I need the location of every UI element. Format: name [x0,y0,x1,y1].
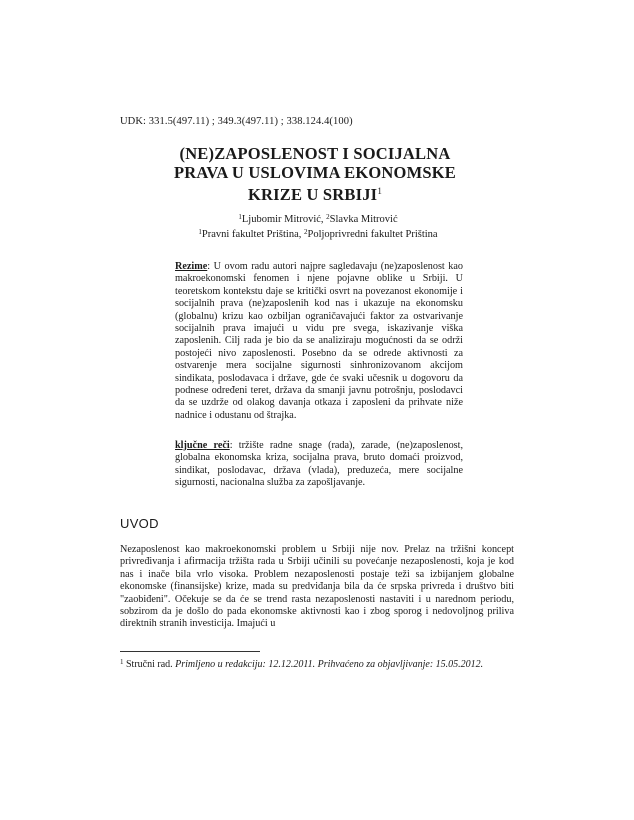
footnote-divider [120,651,260,652]
abstract [175,261,463,422]
title-footnote-mark: 1 [377,186,383,196]
udk-classification: UDK: 331.5(497.11) ; 349.3(497.11) ; 338.124.4(100) [120,116,353,127]
paper-title [150,144,480,204]
author-mark: 1 [238,213,242,221]
keywords-text: : tržište radne snage (rada), zarade, (ne)zaposlenost, globalna ekonomska kriza, socijalna prava, bruto domaći proizvod, sindikat, poslodavac, država (vlada), preduzeća, mere socijalne sigurnosti, nacionalna služba za zapošljavanje. [175,440,464,489]
affiliation-mark: 1 [198,228,202,236]
affiliation-name: Poljoprivredni fakultet Priština [307,229,438,240]
title-line [150,182,480,204]
title-line-text: KRIZE U SRBIJI [247,185,378,204]
footnote-mark: 1 [120,658,124,666]
abstract-text: : U ovom radu autori najpre sagledavaju (ne)zaposlenost kao makroekonomski fenomen i njene pojavne oblike u Srbiji. U teoretskom kontekstu daje se kritički osvrt na povezanost ekonomije i socijalnih prava (ne)zaposlenih kod nas i ukazuje na ekonomsku (globalnu) krizu kao ozbiljan ograničavajući faktor za ostvarivanje socijalnih prava imajući u vidu pre svega, iskazivanje viška zaposlenih. Cilj rada je bio da se analiziraju mogućnosti da se održi postojeći nivo zaposlenosti. Posebno da se odrede aktivnosti za ostvarenje mera socijalne sigurnosti sinhronizovanom akcijom sindikata, poslodavaca i države, gde će svaki učesnik u dogovoru da podnese određeni teret, država da smanji javnu potrošnju, poslodavci da se uzdrže od olakog davanja otkaza i zaposleni da prihvate niže nadnice i odustanu od štrajka. [175,261,463,421]
abstract-label: Rezime [175,261,208,272]
title-line: (NE)ZAPOSLENOST I SOCIJALNA [179,144,451,163]
title-line: PRAVA U USLOVIMA EKONOMSKE [174,163,456,182]
keywords [175,440,463,490]
footnote-dates: Primljeno u redakciju: 12.12.2011. Prihvaćeno za objavljivanje: 15.05.2012. [175,659,484,670]
affiliation-name: Pravni fakultet Priština, [201,229,304,240]
author-name: Slavka Mitrović [329,214,398,225]
section-heading: UVOD [120,516,159,531]
authors [120,213,516,225]
footnote [120,656,514,671]
author-name: Ljubomir Mitrović, [241,214,327,225]
author-mark: 2 [326,213,330,221]
affiliations [120,228,516,240]
affiliation-mark: 2 [304,228,308,236]
keywords-label: ključne reči [175,440,230,451]
footnote-text: Stručni rad. [123,659,176,670]
intro-paragraph: Nezaposlenost kao makroekonomski problem u Srbiji nije nov. Prelaz na tržišni koncept privređivanja i afirmacija tržišta rada u Srbiji učinili su povećanje nezaposlenosti, koja je kod nas i inače bila vrlo visoka. Problem nezaposlenosti postaje teži sa izbijanjem globalne ekonomske (finansijske) krize, mada su predviđanja bila da će srpska privreda i društvo biti "zaobiđeni". Očekuje se da će se trend rasta nezaposlenosti nastaviti i u narednom periodu, sobzirom da je došlo do pada ekonomske aktivnosti kao i zbog sporog i nedovoljnog priliva direktnih stranih investicija. Imajući u [120,544,514,630]
